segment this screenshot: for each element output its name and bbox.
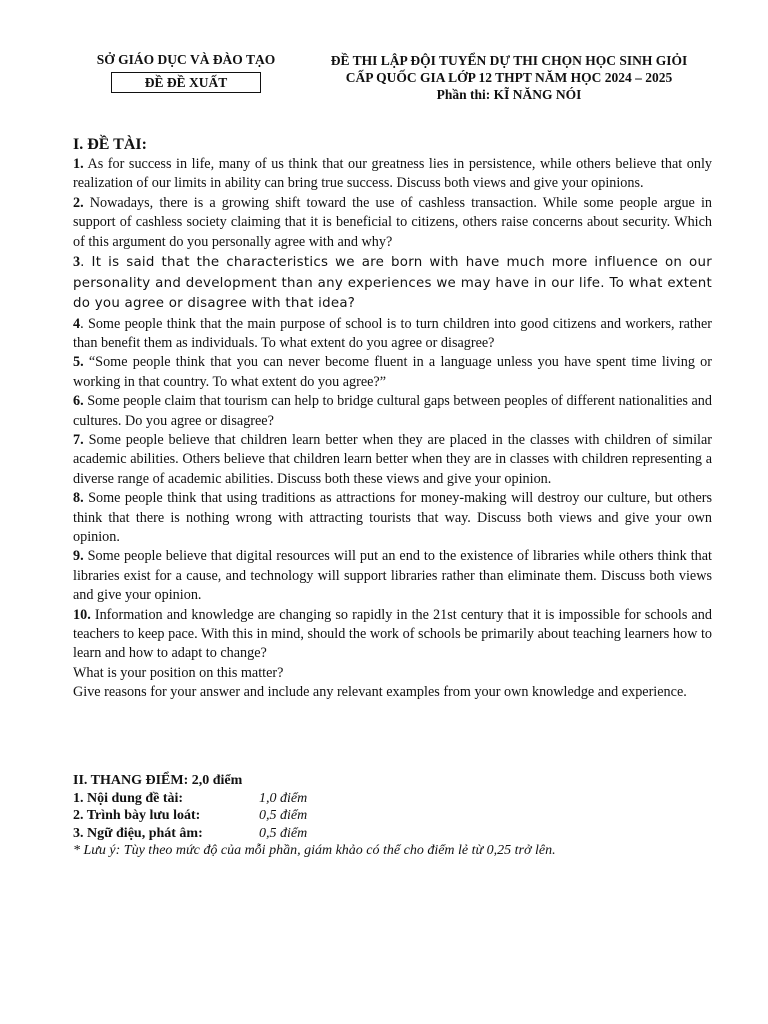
- topic-number: 7.: [73, 431, 84, 448]
- topic-item: [73, 547, 712, 605]
- topic-number: 3: [73, 254, 81, 271]
- topic-item: [73, 489, 712, 547]
- scoring-section: [73, 772, 713, 860]
- topic-text: . Some people think that the main purpose of school is to turn children into good citizens and workers, rather than benefit them as individuals. To what extent do you agree or disagree?: [73, 315, 712, 351]
- topic-item: [73, 194, 712, 252]
- topic-item: [73, 606, 712, 664]
- topic-number: 5.: [73, 354, 84, 371]
- header-right: [300, 52, 718, 103]
- topic-item: [73, 392, 712, 431]
- topic-number: 9.: [73, 548, 84, 565]
- topic-text: “Some people think that you can never become fluent in a language unless you have spent time living or working in that country. To what extent do you agree?”: [73, 354, 712, 390]
- topic-extra-line: What is your position on this matter?: [73, 664, 284, 681]
- exam-part-name: KĨ NĂNG NÓI: [493, 87, 582, 102]
- score-value: 0,5 điểm: [259, 825, 308, 841]
- topic-text: Some people claim that tourism can help to bridge cultural gaps between peoples of different nationalities and cultures. Do you agree or disagree?: [73, 393, 712, 429]
- topic-text: Some people believe that children learn better when they are placed in the classes with children of similar academic abilities. Others believe that children learn better when they are in classes with children representing a diverse range of academic abilities. Discuss both these views and give your opinion.: [73, 431, 712, 487]
- topic-text: . It is said that the characteristics we are born with have much more influence on our personality and development than any experiences we may have in our life. To what extent do you agree or disagree with that idea?: [73, 255, 712, 312]
- score-row: [73, 807, 713, 825]
- topic-extra-line: Give reasons for your answer and include any relevant examples from your own knowledge and experience.: [73, 684, 687, 701]
- topic-item: [73, 353, 712, 392]
- exam-title-line2: CẤP QUỐC GIA LỚP 12 THPT NĂM HỌC 2024 – 2025: [345, 70, 673, 85]
- topic-number: 2.: [73, 194, 84, 211]
- topics-list: [73, 155, 712, 703]
- topic-number: 4: [73, 315, 81, 332]
- score-label: 3. Ngữ điệu, phát âm:: [73, 825, 203, 841]
- score-row: [73, 825, 713, 843]
- section1-title: I. ĐỀ TÀI:: [73, 136, 147, 153]
- score-label: 2. Trình bày lưu loát:: [73, 808, 201, 823]
- topic-number: 6.: [73, 393, 84, 410]
- section2-title: II. THANG ĐIỂM: 2,0 điểm: [73, 773, 243, 788]
- score-value: 0,5 điểm: [259, 808, 308, 823]
- topic-number: 10.: [73, 606, 91, 623]
- header-left: [78, 52, 294, 93]
- topic-item: [73, 315, 712, 354]
- score-row: [73, 790, 713, 808]
- exam-title-line1: ĐỀ THI LẬP ĐỘI TUYỂN DỰ THI CHỌN HỌC SINH GIỎI: [330, 53, 688, 68]
- topic-text: Nowadays, there is a growing shift toward the use of cashless transaction. While some people argue in support of cashless society claiming that it is beneficial to citizens, others raise concerns about security. Which of this argument do you personally agree with and why?: [73, 194, 712, 250]
- topic-item: [73, 252, 712, 315]
- topic-text: As for success in life, many of us think that our greatness lies in persistence, while others believe that only realization of our limits in ability can bring true success. Discuss both views and give your opinions.: [73, 156, 712, 192]
- topic-number: 8.: [73, 490, 84, 507]
- topic-text: Some people think that using traditions as attractions for money-making will destroy our culture, but others think that there is nothing wrong with attracting tourists that way. Discuss both views and give your own opinion.: [73, 490, 712, 545]
- topic-item: [73, 155, 712, 194]
- scoring-note: * Lưu ý: Tùy theo mức độ của mỗi phần, giám khảo có thể cho điểm lẻ từ 0,25 trở lên.: [73, 843, 556, 858]
- topic-text: Some people believe that digital resources will put an end to the existence of libraries while others think that libraries exist for a cause, and technology will support libraries rather than eliminate them. Discuss both views and give your opinion.: [73, 548, 712, 604]
- exam-part: [300, 86, 718, 103]
- department-name: SỞ GIÁO DỤC VÀ ĐÀO TẠO: [96, 52, 276, 67]
- topic-item: [73, 431, 712, 489]
- exam-part-prefix: Phần thi:: [436, 87, 494, 102]
- proposal-label-box: ĐỀ ĐỀ XUẤT: [111, 72, 261, 93]
- score-label: 1. Nội dung đề tài:: [73, 790, 184, 806]
- score-value: 1,0 điểm: [259, 790, 308, 806]
- topic-number: 1.: [73, 156, 84, 172]
- topic-text: Information and knowledge are changing so rapidly in the 21st century that it is impossible for schools and teachers to keep pace. With this in mind, should the work of schools be primarily about teaching learners how to learn and how to adapt to change?: [73, 606, 712, 662]
